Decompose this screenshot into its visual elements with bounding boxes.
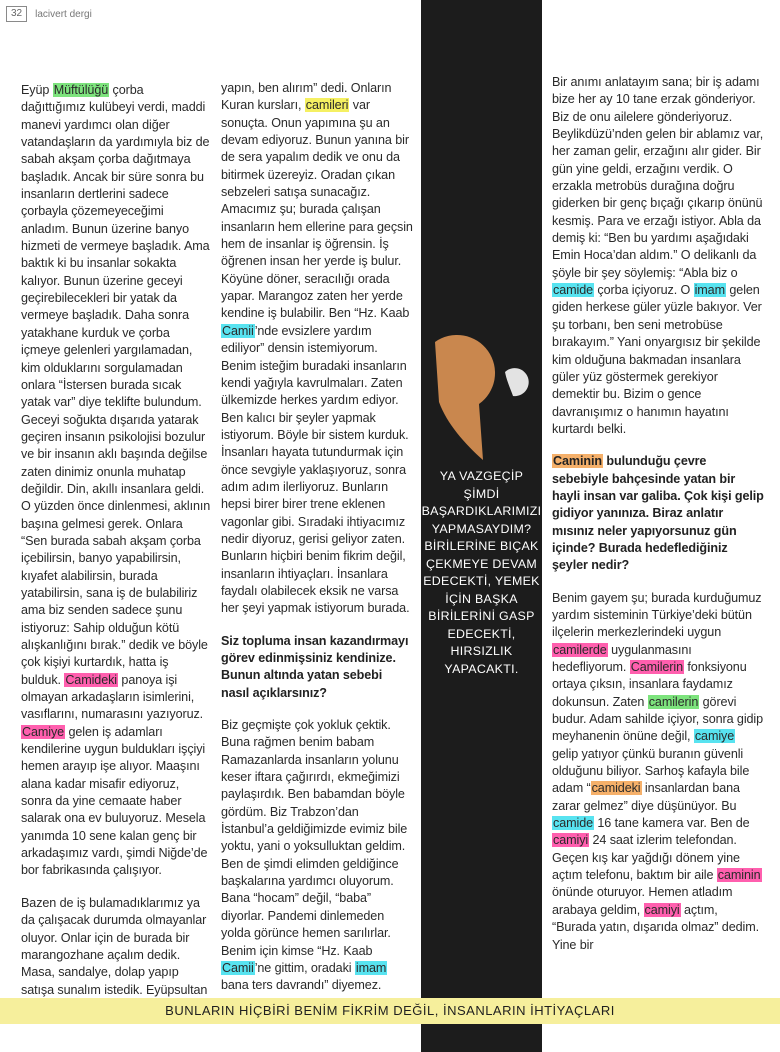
highlighted-word: Müftülüğü xyxy=(53,83,109,97)
highlighted-word: imam xyxy=(355,960,387,975)
highlighted-word: camilerin xyxy=(648,694,699,709)
highlighted-word: Camiye xyxy=(22,724,65,739)
highlighted-word: camiye xyxy=(694,729,735,744)
quote-mark-icon xyxy=(421,320,542,470)
text-run: ’nde evsizlere yardım ediliyor” densin istemiyorum. Benim isteğim buradaki insanların kendi yağıyla kavrulmaları. Zaten ülkemizde herkes yardım ediyor. Ben kalıcı bir şeyler yapmak istiyorum. Böyle bir sistem kurduk. İnsanları hayata tutundurmak için önce sevgiyle yaklaşıyoruz, sonra adım adım ilerliyoruz. Bunların hepsi birer birer trene eklenen vagonlar gibi. Sıradaki ihtiyacımız nedir diyoruz, gerisi geliyor zaten. Bunların hiçbiri benim fikrim değil, insanların ihtiyaçları. İnsanlara faydalı olabilecek eksik ne varsa her şeyi yapmak istiyorum burada. xyxy=(221,323,410,616)
highlighted-word: Camii xyxy=(222,960,254,975)
paragraph xyxy=(552,74,764,438)
text-run: ’ne gittim, oradaki xyxy=(254,960,355,975)
text-run: bulunduğu çevre sebebiyle bahçesinde yatan bir hayli insan var galiba. Çok kişi gelip gidiyor yanınıza. Biraz anlatır mısınız neler yapıyorsunuz gün içinde? Burada hedeflediğiniz şeyler nedir? xyxy=(552,454,764,573)
paragraph xyxy=(221,80,413,618)
text-run: panoya işi olmayan arkadaşların isimlerini, vasıflarını, numarasını yazıyoruz. xyxy=(21,672,204,722)
text-run: bana ters davrandı” diyemez. xyxy=(221,978,382,993)
highlighted-word: caminin xyxy=(717,868,761,883)
text-run: Benim gayem şu; burada kurduğumuz yardım sisteminin Türkiye’deki bütün ilçelerin merkezlerindeki uygun xyxy=(552,590,762,640)
highlighted-word: camideki xyxy=(591,781,641,796)
column-3 xyxy=(552,74,764,969)
text-run: 24 saat izlerim telefondan. Geçen kış kar yağdığı dönem yine açtım telefonu, baktım bir aile xyxy=(552,833,740,883)
footer-banner: BUNLARIN HİÇBİRİ BENİM FİKRİM DEĞİL, İNSANLARIN İHTİYAÇLARI xyxy=(0,998,780,1024)
text-run: açtım, “Burada yatın, dışarıda olmaz” dedim. Yine bir xyxy=(552,902,759,952)
highlighted-word: Camii xyxy=(222,323,254,338)
highlighted-word: camiyi xyxy=(553,833,589,848)
highlighted-word: camide xyxy=(553,283,593,298)
highlighted-word: camileri xyxy=(305,98,349,113)
pull-quote: YA VAZGEÇİP ŞİMDİ BAŞARDIKLARIMIZI YAPMASAYDIM? BİRİLERİNE BIÇAK ÇEKMEYE DEVAM EDECEKTİ, YEMEK İÇİN BAŞKA BİRİLERİNİ GASP EDECEKTİ, HIRSIZLIK YAPACAKTI. xyxy=(421,469,542,676)
page-number: 32 xyxy=(6,6,27,22)
text-run: Eyüp xyxy=(21,83,53,97)
highlighted-word: camide xyxy=(553,816,593,831)
column-1 xyxy=(21,82,211,1031)
highlighted-word: Caminin xyxy=(553,454,602,469)
interview-question xyxy=(552,453,764,574)
text-run: çorba içiyoruz. O xyxy=(594,283,694,298)
highlighted-word: Camideki xyxy=(65,672,118,687)
text-run: Bazen de iş bulamadıklarımız ya da çalışacak durumda olmayanlar oluyor. Onlar için de burada bir marangozhane açalım dedik. Masa, sandalye, dolap yapıp satışa sunalım istedik. Eyüpsultan xyxy=(21,895,208,997)
text-run: Biz geçmişte çok yokluk çektik. Buna rağmen benim babam Ramazanlarda insanların yolunu keser iftara çağırırdı, ekmeğimizi paylaşırdık. Ben babamdan böyle gördüm. Biz Trabzon’dan İstanbul’a geldiğimizde evimiz bile yoktu, yani o yoksulluktan geldim. Ben de şimdi elimden geldiğince başkalarına yardımcı oluyorum. Bana “hocam” değil, “baba” diyorlar. Pandemi dinlemeden yolda görünce hemen sarılırlar. Benim için kimse “Hz. Kaab xyxy=(221,718,408,958)
interview-question: Siz topluma insan kazandırmayı görev edinmişsiniz kendinize. Bunun altında yatan sebebi nasıl açıklarsınız? xyxy=(221,633,409,700)
text-run: insanlardan bana zarar gelmez” diye düşünüyor. Bu xyxy=(552,781,740,813)
text-run: çorba dağıttığımız kulübeyi verdi, maddi manevi yardımcı olan diğer vatandaşların da yardımıyla biz de sabah akşam çorba dağıtmaya başladık. Ancak bir süre sonra bu insanların dertlerini sadece çorbayla çözemeyeceğimi anladım. Bunun üzerine banyo hizmeti de vermeye başladık. Ama baktık ki bu insanlar sokakta kalıyor. Bunun üzerine geceyi geçirebilecekleri bir yatak da vermeye başladık. Daha sonra yatakhane kurduk ve çorba içmeye gelenleri yargılamadan, kim olduklarını sorgulamadan onlara “İstersen burada sıcak yatak var” diye teklifte bulundum. Geceyi soğukta dışarıda yatarak geçiren insanın psikolojisi bozulur ve bir insanın aklı başında değilse zaten dinimiz onunla muhatap değildir. Din, akıllı insanlara geldi. O yüzden önce dinlenmesi, aklının başına gelmesi gerek. Onlara “Sen burada sabah akşam çorba içebilirsin, banyo yapabilirsin, kıyafet alabilirsin, burada yatabilirsin, sana iş de bulabiliriz ama biz senden sadece şunu istiyoruz: Sahip olduğun kötü alışkanlığını bırak.” dedik ve böyle çok kişiyi kurtardık, hatta iş bulduk. xyxy=(21,83,211,687)
highlighted-word: Camilerin xyxy=(630,660,683,674)
text-run: gelen iş adamları kendilerine uygun buldukları işçiyi hemen arayıp işe alıyor. Maaşını alana kadar misafir ediyoruz, sonra da yine cemaate haber salarak ona ev buluyoruz. Mesela yanımda 10 sene kalan genç bir arkadaşımız vardı, şimdi Niğde’de bor fabrikasında çalışıyor. xyxy=(21,724,208,878)
text-run: 16 tane kamera var. Ben de xyxy=(594,816,750,831)
text-run: önünde oturuyor. Hemen atladım arabaya geldim, xyxy=(552,885,733,917)
text-run: görevi budur. Adam sahilde içiyor, sonra gidip meyhanenin önüne değil, xyxy=(552,694,764,744)
paragraph xyxy=(21,82,211,880)
highlighted-word: camiyi xyxy=(644,902,680,917)
text-run: Bir anımı anlatayım sana; bir iş adamı bize her ay 10 tane erzak gönderiyor. Biz de onu ailelere gönderiyoruz. Beylikdüzü’nden gelen bir ablamız var, her zaman gelir, erzağını alır gider. Bir gün yine geldi, erzağını verdik. O erzakla metrobüs durağına doğru giderken bir genç bıçağı çıkarıp önünü kesmiş. Para ve erzağı istiyor. Abla da demiş ki: “Ben bu yardımı aşağıdaki Emin Hoca’dan aldım.” O delikanlı da şöyle bir şey söylemiş: “Abla biz o xyxy=(552,75,764,280)
text-run: var sonuçta. Onun yapımına şu an devam ediyoruz. Bunun yanına bir de sera yapalım dedik ve onu da bitirmek üzereyiz. Oradan çıkan sebzeleri satışa sunacağız. Amacımız şu; burada çalışan insanların hem ellerine para geçsin hem de insanlar iş öğrensin. İş öğrenen insan her yerde iş bulur. Köyüne döner, seracılığı orada yapar. Marangoz zaten her yerde kendine iş bulabilir. Ben “Hz. Kaab xyxy=(221,98,413,321)
paragraph xyxy=(221,717,413,995)
text-run: gelen giden herkese güler yüzle bakıyor. Ver şu torbanı, ben seni metrobüse bırakayım.” Yani onyargısız bir şekilde kim olduğuna bakmadan insanlara güler yüz göstermek gerekiyor demektir bu. Bizim o gence davranışımız o hanımın hayatını kurtardı belki. xyxy=(552,283,762,436)
highlighted-word: imam xyxy=(694,283,725,298)
page-header xyxy=(6,6,92,22)
magazine-name: lacivert dergi xyxy=(35,8,92,20)
highlighted-word: camilerde xyxy=(553,642,607,657)
paragraph xyxy=(552,590,764,954)
text-run: yapın, ben alırım” dedi. Onların Kuran kursları, xyxy=(221,81,392,113)
text-run: uygulanmasını hedefliyorum. xyxy=(552,642,692,674)
column-2 xyxy=(221,80,413,1010)
text-run: gelip yatıyor çünkü buranın güvenli olduğunu biliyor. Sarhoş kafayla bile adam “ xyxy=(552,746,750,796)
text-run: fonksiyonu ortaya çıksın, insanlara faydamız dokunsun. Zaten xyxy=(552,660,747,709)
